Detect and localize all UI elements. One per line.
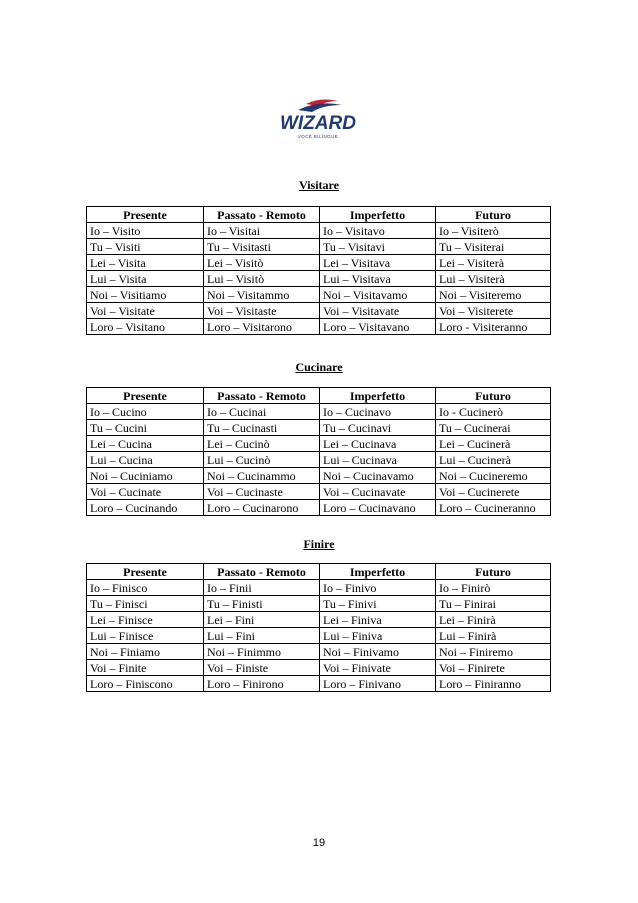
column-header: Presente: [87, 207, 204, 223]
table-cell: Lei – Visiterà: [436, 255, 551, 271]
table-row: [87, 404, 551, 420]
table-row: [87, 612, 551, 628]
table-cell: Voi – Visiterete: [436, 303, 551, 319]
table-row: [87, 287, 551, 303]
table-cell: Loro – Cucineranno: [436, 500, 551, 516]
table-cell: Loro – Finirono: [204, 676, 320, 692]
table-cell: Noi – Visitammo: [204, 287, 320, 303]
column-header: Presente: [87, 388, 204, 404]
table-cell: Lei – Finirà: [436, 612, 551, 628]
table-cell: Loro – Cucinavano: [320, 500, 436, 516]
column-header: Presente: [87, 564, 204, 580]
page-number: 19: [312, 837, 326, 849]
table-cell: Lui – Visitò: [204, 271, 320, 287]
table-cell: Tu – Finisci: [87, 596, 204, 612]
table-cell: Voi – Visitaste: [204, 303, 320, 319]
table-cell: Io – Finirò: [436, 580, 551, 596]
column-header: Futuro: [436, 207, 551, 223]
table-cell: Io – Finii: [204, 580, 320, 596]
table-row: [87, 484, 551, 500]
conjugation-table-visitare: [86, 206, 551, 335]
table-cell: Loro – Visitavano: [320, 319, 436, 335]
column-header: Futuro: [436, 388, 551, 404]
table-cell: Io – Finisco: [87, 580, 204, 596]
table-cell: Voi – Finivate: [320, 660, 436, 676]
table-row: [87, 580, 551, 596]
table-cell: Voi – Cucinaste: [204, 484, 320, 500]
table-cell: Loro – Visitarono: [204, 319, 320, 335]
table-cell: Noi – Visitiamo: [87, 287, 204, 303]
table-cell: Io – Cucinai: [204, 404, 320, 420]
table-cell: Noi – Finiamo: [87, 644, 204, 660]
table-row: [87, 239, 551, 255]
table-cell: Lui – Cucinava: [320, 452, 436, 468]
table-cell: Lei – Finisce: [87, 612, 204, 628]
table-cell: Lei – Cucinava: [320, 436, 436, 452]
table-row: [87, 223, 551, 239]
table-cell: Loro – Finivano: [320, 676, 436, 692]
column-header: Futuro: [436, 564, 551, 580]
table-row: [87, 676, 551, 692]
table-cell: Loro – Cucinarono: [204, 500, 320, 516]
table-cell: Io – Finivo: [320, 580, 436, 596]
table-cell: Voi – Cucinerete: [436, 484, 551, 500]
section-title-cucinare: Cucinare: [295, 360, 343, 374]
table-cell: Io – Cucinavo: [320, 404, 436, 420]
table-cell: Noi – Cucinammo: [204, 468, 320, 484]
table-row: [87, 420, 551, 436]
table-header-row: [87, 207, 551, 223]
table-cell: Tu – Finirai: [436, 596, 551, 612]
table-row: [87, 628, 551, 644]
table-cell: Voi – Cucinate: [87, 484, 204, 500]
column-header: Passato - Remoto: [204, 388, 320, 404]
table-cell: Lui – Visitava: [320, 271, 436, 287]
table-row: [87, 436, 551, 452]
table-cell: Tu – Visiterai: [436, 239, 551, 255]
section-title-visitare: Visitare: [299, 178, 339, 192]
table-cell: Io – Visiterò: [436, 223, 551, 239]
table-cell: Lui – Visita: [87, 271, 204, 287]
table-cell: Lui – Cucina: [87, 452, 204, 468]
table-cell: Noi – Finivamo: [320, 644, 436, 660]
table-cell: Lei – Cucinerà: [436, 436, 551, 452]
table-cell: Noi – Cuciniamo: [87, 468, 204, 484]
table-cell: Lui – Fini: [204, 628, 320, 644]
table-cell: Noi – Finimmo: [204, 644, 320, 660]
column-header: Passato - Remoto: [204, 564, 320, 580]
table-cell: Io - Cucinerò: [436, 404, 551, 420]
column-header: Imperfetto: [320, 207, 436, 223]
table-row: [87, 596, 551, 612]
table-cell: Loro - Visiteranno: [436, 319, 551, 335]
table-cell: Tu – Visitavi: [320, 239, 436, 255]
table-cell: Io – Visitai: [204, 223, 320, 239]
table-row: [87, 319, 551, 335]
table-row: [87, 271, 551, 287]
table-cell: Lei – Cucina: [87, 436, 204, 452]
table-cell: Io – Visito: [87, 223, 204, 239]
table-cell: Lui – Cucinò: [204, 452, 320, 468]
table-cell: Lui – Finirà: [436, 628, 551, 644]
table-row: [87, 255, 551, 271]
table-row: [87, 500, 551, 516]
table-cell: Voi – Visitate: [87, 303, 204, 319]
table-cell: Tu – Visiti: [87, 239, 204, 255]
table-cell: Loro – Cucinando: [87, 500, 204, 516]
conjugation-table-cucinare: [86, 387, 551, 516]
table-cell: Lei – Finiva: [320, 612, 436, 628]
table-row: [87, 303, 551, 319]
table-cell: Voi – Visitavate: [320, 303, 436, 319]
table-cell: Loro – Finiscono: [87, 676, 204, 692]
wizard-logo: [268, 96, 368, 146]
table-cell: Noi – Visiteremo: [436, 287, 551, 303]
table-cell: Noi – Cucineremo: [436, 468, 551, 484]
svg-text:WIZARD: WIZARD: [280, 113, 356, 134]
wizard-logo-graphic: [268, 96, 368, 146]
table-cell: Io – Visitavo: [320, 223, 436, 239]
table-header-row: [87, 564, 551, 580]
conjugation-table-finire: [86, 563, 551, 692]
table-row: [87, 644, 551, 660]
table-cell: Lui – Finiva: [320, 628, 436, 644]
column-header: Imperfetto: [320, 388, 436, 404]
table-cell: Voi – Finite: [87, 660, 204, 676]
table-cell: Lei – Fini: [204, 612, 320, 628]
column-header: Passato - Remoto: [204, 207, 320, 223]
table-cell: Tu – Finisti: [204, 596, 320, 612]
table-cell: Noi – Visitavamo: [320, 287, 436, 303]
table-cell: Voi – Finirete: [436, 660, 551, 676]
table-cell: Lui – Cucinerà: [436, 452, 551, 468]
table-row: [87, 660, 551, 676]
table-cell: Noi – Cucinavamo: [320, 468, 436, 484]
table-header-row: [87, 388, 551, 404]
table-cell: Lui – Visiterà: [436, 271, 551, 287]
table-cell: Lei – Cucinò: [204, 436, 320, 452]
table-cell: Tu – Cucini: [87, 420, 204, 436]
table-cell: Voi – Finiste: [204, 660, 320, 676]
table-cell: Io – Cucino: [87, 404, 204, 420]
table-cell: Tu – Finivi: [320, 596, 436, 612]
table-cell: Noi – Finiremo: [436, 644, 551, 660]
table-cell: Tu – Cucinerai: [436, 420, 551, 436]
table-row: [87, 452, 551, 468]
table-cell: Tu – Cucinavi: [320, 420, 436, 436]
table-cell: Voi – Cucinavate: [320, 484, 436, 500]
table-cell: Tu – Visitasti: [204, 239, 320, 255]
table-cell: Lei – Visita: [87, 255, 204, 271]
table-cell: Lui – Finisce: [87, 628, 204, 644]
table-cell: Lei – Visitò: [204, 255, 320, 271]
table-cell: Tu – Cucinasti: [204, 420, 320, 436]
table-cell: Loro – Visitano: [87, 319, 204, 335]
table-row: [87, 468, 551, 484]
column-header: Imperfetto: [320, 564, 436, 580]
svg-text:VOCÊ BILÍNGUE: VOCÊ BILÍNGUE: [297, 134, 339, 139]
table-cell: Loro – Finiranno: [436, 676, 551, 692]
section-title-finire: Finire: [303, 537, 335, 551]
table-cell: Lei – Visitava: [320, 255, 436, 271]
